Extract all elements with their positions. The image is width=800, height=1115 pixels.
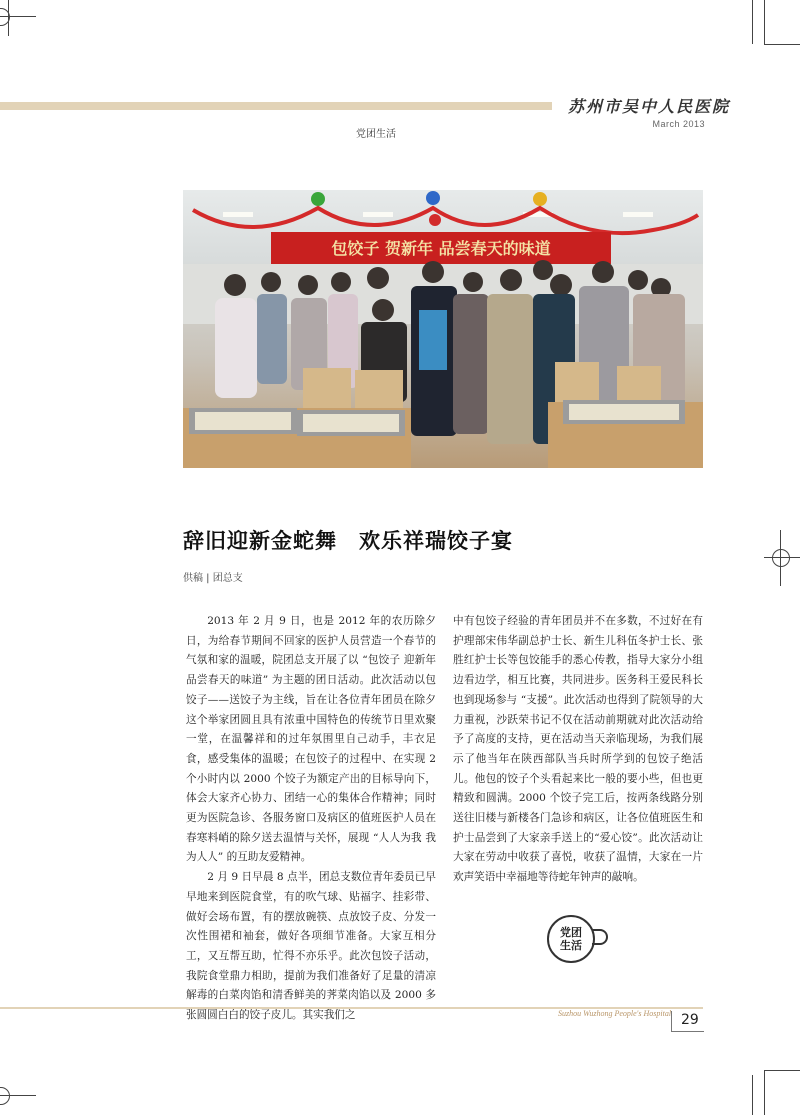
issue-date: March 2013 xyxy=(652,119,705,129)
badge-cup-handle-icon xyxy=(592,929,608,945)
header-accent-bar xyxy=(0,102,552,110)
article-column-right xyxy=(453,612,703,888)
photo-illustration xyxy=(183,190,703,468)
article-paragraph: 中有包饺子经验的青年团员并不在多数，不过好在有护理部宋伟华副总护士长、新生儿科伍冬护士长、张胜红护士长等包饺能手的悉心传教，指导大家分小组边看边学，相互比赛，共同进步。医务科王爱民科长也到现场参与 “支援”。此次活动也得到了院领导的大力重视，沙跃荣书记不仅在活动前期就对此次活动给予了高度的支持，更在活动当天亲临现场，为我们展示了他当年在陕西部队当兵时所学到的包饺子绝活儿。他包的饺子个头看起来比一般的要小些，但也更精致和圆满。2000 个饺子完工后，按两条线路分别送往旧楼与新楼各门急诊和病区，让各位值班医生和护士品尝到了大家亲手送上的“爱心饺”。此次活动让大家在劳动中收获了喜悦，收获了温情，大家在一片欢声笑语中幸福地等待蛇年钟声的敲响。 xyxy=(453,615,703,884)
crop-mark-tr-v2 xyxy=(764,0,765,44)
article-photo xyxy=(183,190,703,468)
crop-mark-br-v xyxy=(752,1075,753,1115)
page-number: 29 xyxy=(681,1012,699,1028)
crop-mark-tr-h xyxy=(764,44,800,45)
section-tag: 党团生活 xyxy=(356,129,396,140)
badge-line-1: 党团 xyxy=(560,926,582,939)
crop-mark-right-h xyxy=(764,557,800,558)
crop-mark-right-v xyxy=(780,530,781,586)
crop-mark-tr-v xyxy=(752,0,753,44)
crop-mark-br-h xyxy=(764,1070,800,1071)
hospital-name: 苏州市吴中人民医院 xyxy=(567,97,730,116)
article-byline: 供稿 | 团总支 xyxy=(183,573,243,584)
article-paragraph: 2 月 9 日早晨 8 点半，团总支数位青年委员已早早地来到医院食堂，有的吹气球、贴福字、挂彩带、做好会场布置，有的摆放碗筷、点放饺子皮、分发一次性围裙和袖套，做好各项细节准备。大家互相分工，又互帮互助，忙得不亦乐乎。此次包饺子活动，我院食堂鼎力相助，提前为我们准备好了足量的清凉解毒的白菜肉馅和清香鲜美的荠菜肉馅以及 2000 多张圆圆白白的饺子皮儿。其实我们之 xyxy=(186,871,436,1022)
registration-mark-right xyxy=(772,549,790,567)
section-badge xyxy=(547,915,595,963)
footer-hospital-name: Suzhou Wuzhong People's Hospital xyxy=(558,1009,672,1018)
article-column-left xyxy=(186,612,436,1026)
article-paragraph: 2013 年 2 月 9 日，也是 2012 年的农历除夕日，为给春节期间不回家的医护人员营造一个春节的气氛和家的温暖，院团总支开展了以 “包饺子 迎新年 品尝春天的味道” 为主题的团日活动。此次活动以包饺子——送饺子为主线，旨在让各位青年团员在除夕这个举家团圆且具有浓重中国特色的传统节日里欢聚一堂，在温馨祥和的过年氛围里自己动手，丰衣足食，感受集体的温暖；在包饺子的过程中、在实现 2 个小时内以 2000 个饺子为额定产出的目标导向下，体会大家齐心协力、团结一心的集体合作精神；同时更为医院急诊、各服务窗口及病区的值班医护人员在春寒料峭的除夕送去温情与关怀，展现 “人人为我 我为人人” 的互助友爱精神。 xyxy=(186,615,436,864)
photo-banner-text: 包饺子 贺新年 品尝春天的味道 xyxy=(331,239,551,258)
crop-mark-br-v2 xyxy=(764,1070,765,1115)
badge-line-2: 生活 xyxy=(560,939,582,952)
registration-mark-bl xyxy=(0,1087,10,1105)
article-title: 辞旧迎新金蛇舞 欢乐祥瑞饺子宴 xyxy=(183,529,513,553)
